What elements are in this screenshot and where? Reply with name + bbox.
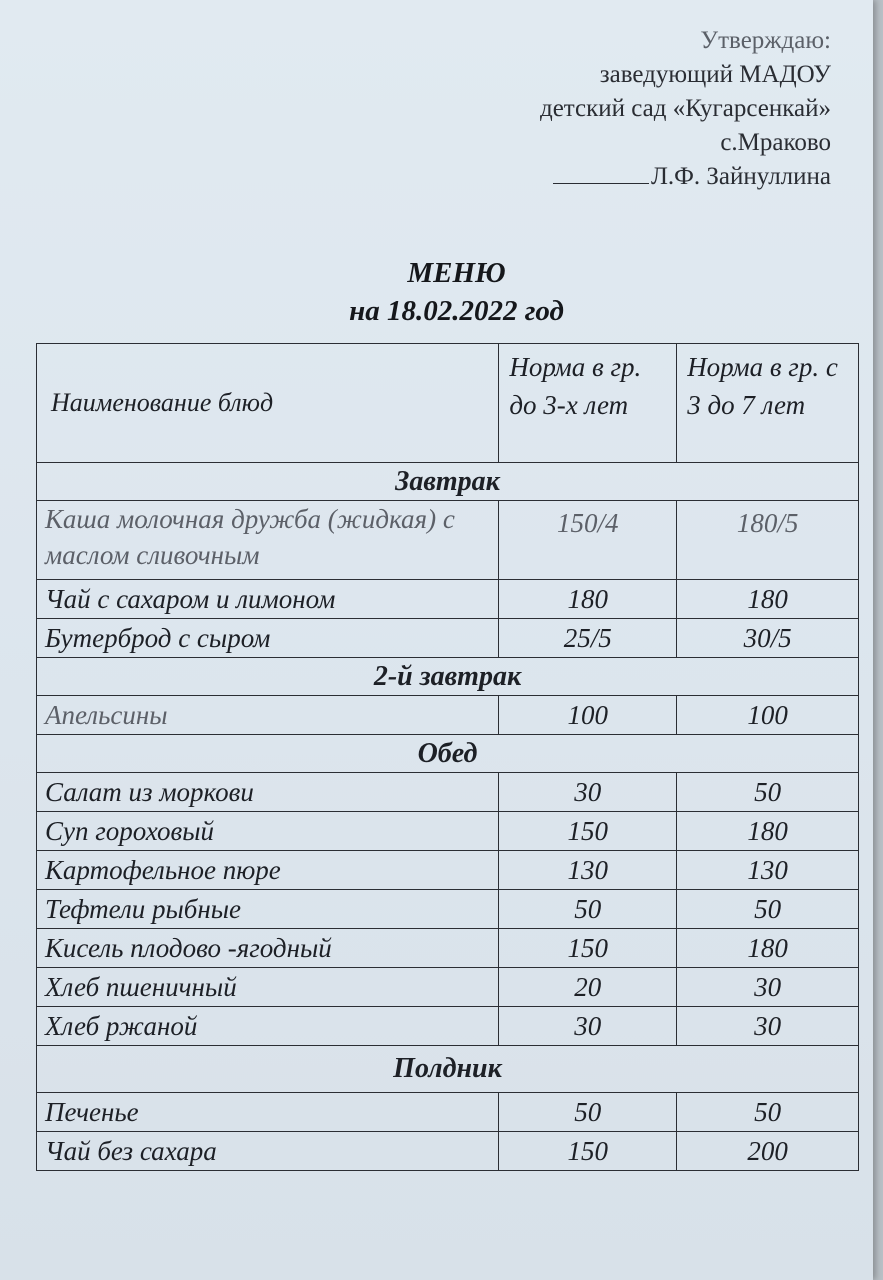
section-row-second-breakfast [37,658,859,696]
table-row [37,1132,859,1171]
dish-name: Апельсины [37,696,499,735]
dish-name: Картофельное пюре [37,851,499,890]
approval-signature-row [540,160,831,194]
norm-under-3: 150 [499,1132,677,1171]
norm-under-3: 25/5 [499,619,677,658]
section-title: Полдник [37,1046,859,1093]
section-title: Завтрак [37,463,859,501]
dish-name: Печенье [37,1093,499,1132]
dish-name: Хлеб пшеничный [37,968,499,1007]
norm-3-to-7: 180 [677,580,859,619]
approval-village: с.Мраково [720,129,831,156]
norm-3-to-7: 200 [677,1132,859,1171]
approval-signer: Л.Ф. Зайнуллина [650,163,831,190]
dish-name: Бутерброд с сыром [37,619,499,658]
norm-3-to-7: 180/5 [677,501,859,580]
dish-name: Хлеб ржаной [37,1007,499,1046]
table-row [37,773,859,812]
header-dish-name: Наименование блюд [37,344,499,463]
norm-3-to-7: 180 [677,812,859,851]
table-row [37,501,859,580]
table-row [37,890,859,929]
norm-under-3: 30 [499,773,677,812]
table-row [37,1093,859,1132]
norm-3-to-7: 130 [677,851,859,890]
dish-name: Салат из моркови [37,773,499,812]
norm-under-3: 20 [499,968,677,1007]
section-row-afternoon-snack [37,1046,859,1093]
table-row [37,580,859,619]
section-title: Обед [37,735,859,773]
page-title: МЕНЮ [407,257,506,289]
table-row [37,696,859,735]
dish-name: Тефтели рыбные [37,890,499,929]
section-row-lunch [37,735,859,773]
norm-under-3: 150/4 [499,501,677,580]
norm-under-3: 100 [499,696,677,735]
norm-3-to-7: 180 [677,929,859,968]
section-row-breakfast [37,463,859,501]
norm-3-to-7: 100 [677,696,859,735]
section-title: 2-й завтрак [37,658,859,696]
approval-position: заведующий МАДОУ [599,61,831,88]
header-norm-under-3: Норма в гр. до 3-х лет [499,344,677,463]
table-row [37,929,859,968]
norm-3-to-7: 50 [677,773,859,812]
norm-3-to-7: 50 [677,1093,859,1132]
dish-name: Чай без сахара [37,1132,499,1171]
dish-name: Чай с сахаром и лимоном [37,580,499,619]
signature-line [553,161,649,184]
norm-under-3: 180 [499,580,677,619]
norm-3-to-7: 30 [677,968,859,1007]
norm-under-3: 150 [499,929,677,968]
norm-under-3: 30 [499,1007,677,1046]
table-row [37,851,859,890]
table-header-row [37,344,859,463]
table-row [37,619,859,658]
dish-name: Суп гороховый [37,812,499,851]
norm-under-3: 150 [499,812,677,851]
dish-name: Каша молочная дружба (жидкая) с маслом сливочным [37,501,499,580]
header-norm-3-to-7: Норма в гр. с 3 до 7 лет [677,344,859,463]
approval-heading: Утверждаю: [700,27,831,54]
menu-table [36,343,859,1171]
page-date: на 18.02.2022 год [349,295,564,327]
table-row [37,1007,859,1046]
norm-3-to-7: 30/5 [677,619,859,658]
norm-under-3: 130 [499,851,677,890]
approval-block [540,24,831,194]
approval-organization: детский сад «Кугарсенкай» [539,95,831,122]
norm-3-to-7: 30 [677,1007,859,1046]
table-row [37,812,859,851]
norm-under-3: 50 [499,890,677,929]
norm-under-3: 50 [499,1093,677,1132]
dish-name: Кисель плодово -ягодный [37,929,499,968]
table-row [37,968,859,1007]
norm-3-to-7: 50 [677,890,859,929]
